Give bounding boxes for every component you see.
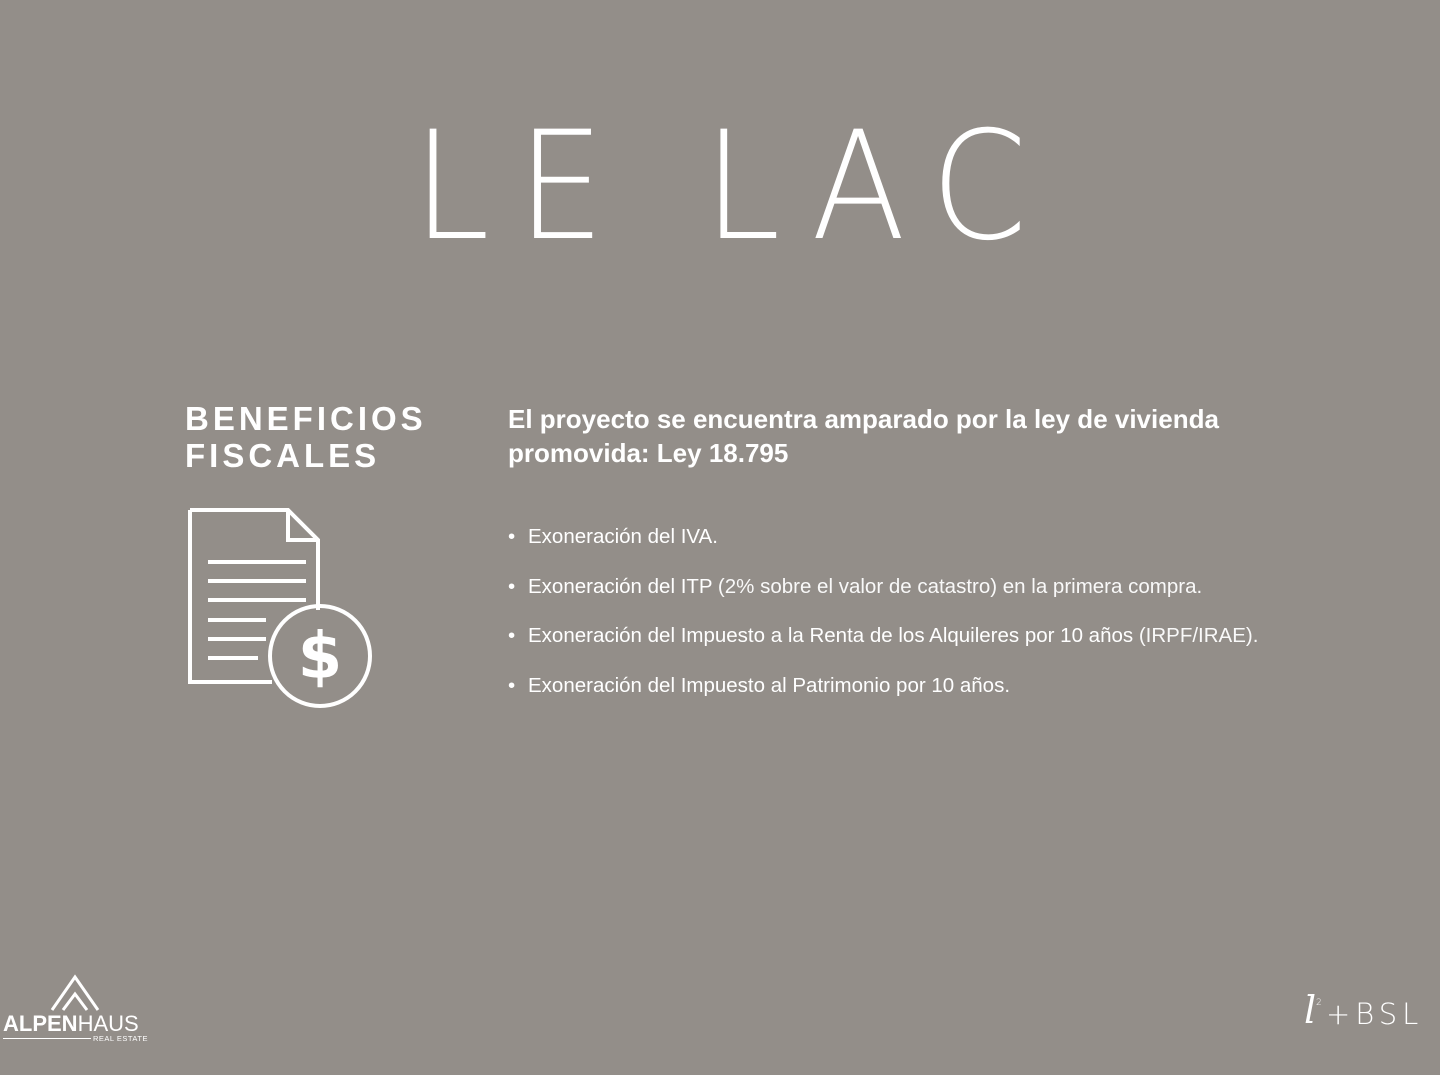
bsl-superscript: 2 [1316,998,1322,1008]
alpenhaus-divider [3,1038,91,1039]
bsl-letter: l [1304,988,1317,1032]
bullet: • [508,574,516,598]
benefit-text: Exoneración del Impuesto a la Renta de los Alquileres por 10 años [528,624,1134,647]
lead-paragraph [508,402,1268,470]
bullet: • [508,624,516,647]
alpenhaus-wordmark [3,1012,139,1036]
section-title [185,400,485,474]
bullet: • [508,525,516,548]
alpenhaus-logo [3,974,148,1048]
alpenhaus-tagline: REAL ESTATE [93,1034,148,1043]
benefit-detail: (IRPF/IRAE). [1133,624,1259,647]
bsl-text: +BSL [1326,997,1424,1031]
benefit-text: Exoneración del ITP [528,574,713,598]
section-title-line-1: BENEFICIOS [185,400,427,437]
benefit-item [508,621,1258,651]
benefit-item [508,572,1258,602]
mountain-icon [50,974,100,1012]
benefit-text: Exoneración del Impuesto al Patrimonio por 10 años. [528,673,1011,697]
l2-bsl-logo [1300,988,1424,1036]
benefit-item [508,522,1258,552]
alpenhaus-name-regular: HAUS [77,1011,139,1036]
page-title: LE LAC [412,100,1055,274]
lead-line-1: El proyecto se encuentra amparado por la ley de vivienda [508,404,1219,434]
svg-text:$: $ [297,620,343,694]
lead-line-2: promovida: Ley 18.795 [508,438,789,468]
section-title-line-2: FISCALES [185,437,381,474]
benefit-item [508,671,1258,701]
bullet: • [508,673,516,697]
benefit-text: Exoneración del IVA. [528,525,718,548]
benefit-detail: (2% sobre el valor de catastro) en la primera compra. [712,574,1203,598]
alpenhaus-name-bold: ALPEN [3,1011,78,1036]
benefits-list [508,522,1258,720]
document-dollar-icon [186,506,376,712]
